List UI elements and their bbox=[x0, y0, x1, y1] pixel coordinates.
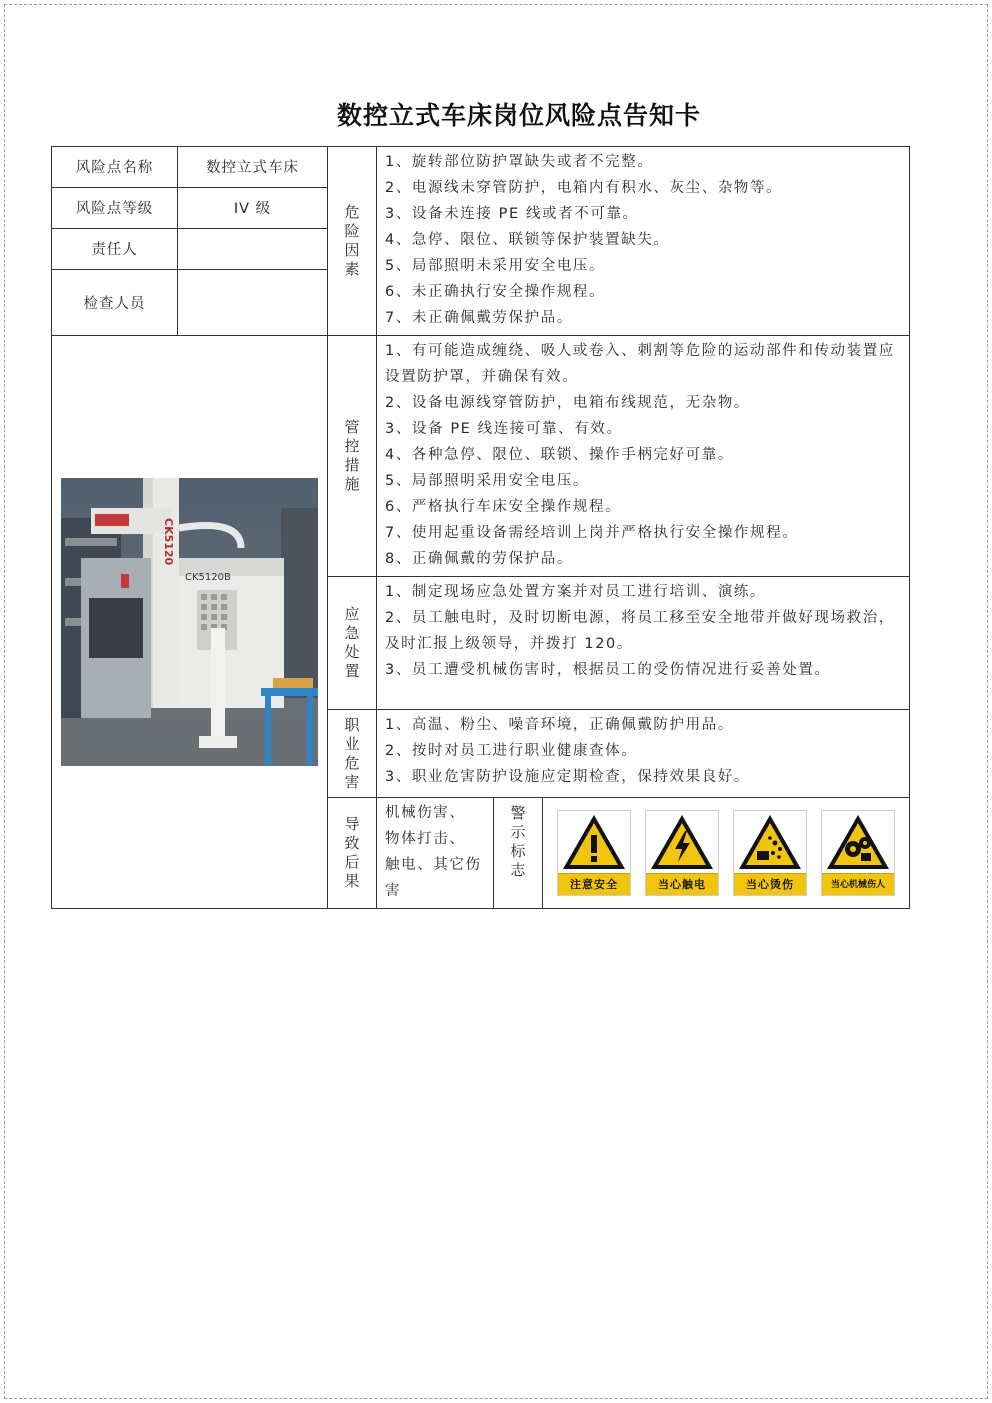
warning-sign-scald bbox=[733, 810, 807, 896]
emergency-item: 3、员工遭受机械伤害时，根据员工的受伤情况进行妥善处置。 bbox=[385, 662, 831, 678]
control-item: 4、各种急停、限位、联锁、操作手柄完好可靠。 bbox=[385, 447, 734, 463]
control-item: 1、有可能造成缠绕、吸人或卷入、刺割等危险的运动部件和传动装置应设置防护罩，并确保有效。 bbox=[385, 343, 895, 385]
occupational-item: 2、按时对员工进行职业健康查体。 bbox=[385, 743, 638, 759]
control-item: 5、局部照明采用安全电压。 bbox=[385, 473, 590, 489]
scald-icon bbox=[737, 813, 803, 871]
machine-photo-cell bbox=[52, 336, 328, 909]
consequence-label: 导致后果 bbox=[328, 798, 377, 909]
hazard-item: 4、急停、限位、联锁等保护装置缺失。 bbox=[385, 232, 670, 248]
gear-hand-icon bbox=[825, 813, 891, 871]
controls-list bbox=[377, 336, 910, 577]
warning-caption: 当心机械伤人 bbox=[822, 873, 894, 895]
responsible-label: 责任人 bbox=[52, 228, 178, 269]
risk-level-value: IV 级 bbox=[178, 187, 328, 228]
control-item: 2、设备电源线穿管防护，电箱布线规范，无杂物。 bbox=[385, 395, 751, 411]
emergency-label: 应急处置 bbox=[328, 577, 377, 710]
control-item: 6、严格执行车床安全操作规程。 bbox=[385, 499, 622, 515]
warning-signs-cell bbox=[543, 798, 910, 909]
hazards-list bbox=[377, 147, 910, 336]
occupational-label: 职业危害 bbox=[328, 710, 377, 798]
machine-photo-illustration bbox=[61, 478, 318, 766]
risk-level-label: 风险点等级 bbox=[52, 187, 178, 228]
warning-sign-machinery bbox=[821, 810, 895, 896]
emergency-item: 2、员工触电时，及时切断电源，将员工移至安全地带并做好现场救治，及时汇报上级领导，并拨打 120。 bbox=[385, 610, 895, 652]
hazard-item: 2、电源线未穿管防护，电箱内有积水、灰尘、杂物等。 bbox=[385, 180, 783, 196]
hazard-item: 5、局部照明未采用安全电压。 bbox=[385, 258, 606, 274]
warning-label: 警示标志 bbox=[494, 798, 543, 909]
hazard-item: 7、未正确佩戴劳保护品。 bbox=[385, 310, 573, 326]
hazard-item: 3、设备未连接 PE 线或者不可靠。 bbox=[385, 206, 639, 222]
risk-card-table bbox=[51, 146, 910, 909]
consequence-text: 机械伤害、 物体打击、 触电、其它伤 害 bbox=[377, 798, 494, 909]
control-item: 8、正确佩戴的劳保护品。 bbox=[385, 551, 573, 567]
inspector-value bbox=[178, 269, 328, 335]
warning-sign-electric bbox=[645, 810, 719, 896]
responsible-value bbox=[178, 228, 328, 269]
hazard-item: 6、未正确执行安全操作规程。 bbox=[385, 284, 606, 300]
machine-label-top: CK5120 bbox=[162, 518, 175, 566]
warning-caption: 当心触电 bbox=[646, 873, 718, 895]
inspector-label: 检查人员 bbox=[52, 269, 178, 335]
risk-name-label: 风险点名称 bbox=[52, 147, 178, 188]
warning-signs bbox=[557, 810, 895, 896]
occupational-item: 1、高温、粉尘、噪音环境，正确佩戴防护用品。 bbox=[385, 717, 734, 733]
hazards-label: 危险因素 bbox=[328, 147, 377, 336]
risk-name-value: 数控立式车床 bbox=[178, 147, 328, 188]
warning-caption: 当心烫伤 bbox=[734, 873, 806, 895]
machine-label-front: CK5120B bbox=[185, 572, 231, 583]
page-title: 数控立式车床岗位风险点告知卡 bbox=[336, 101, 701, 130]
machine-photo bbox=[61, 478, 318, 766]
occupational-list bbox=[377, 710, 910, 798]
emergency-list bbox=[377, 577, 910, 710]
warning-caption: 注意安全 bbox=[558, 873, 630, 895]
control-item: 7、使用起重设备需经培训上岗并严格执行安全操作规程。 bbox=[385, 525, 799, 541]
occupational-item: 3、职业危害防护设施应定期检查，保持效果良好。 bbox=[385, 769, 751, 785]
hazard-item: 1、旋转部位防护罩缺失或者不完整。 bbox=[385, 154, 654, 170]
exclamation-icon bbox=[561, 813, 627, 871]
warning-sign-caution bbox=[557, 810, 631, 896]
controls-label: 管控措施 bbox=[328, 336, 377, 577]
emergency-item: 1、制定现场应急处置方案并对员工进行培训、演练。 bbox=[385, 584, 767, 600]
control-item: 3、设备 PE 线连接可靠、有效。 bbox=[385, 421, 623, 437]
lightning-icon bbox=[649, 813, 715, 871]
